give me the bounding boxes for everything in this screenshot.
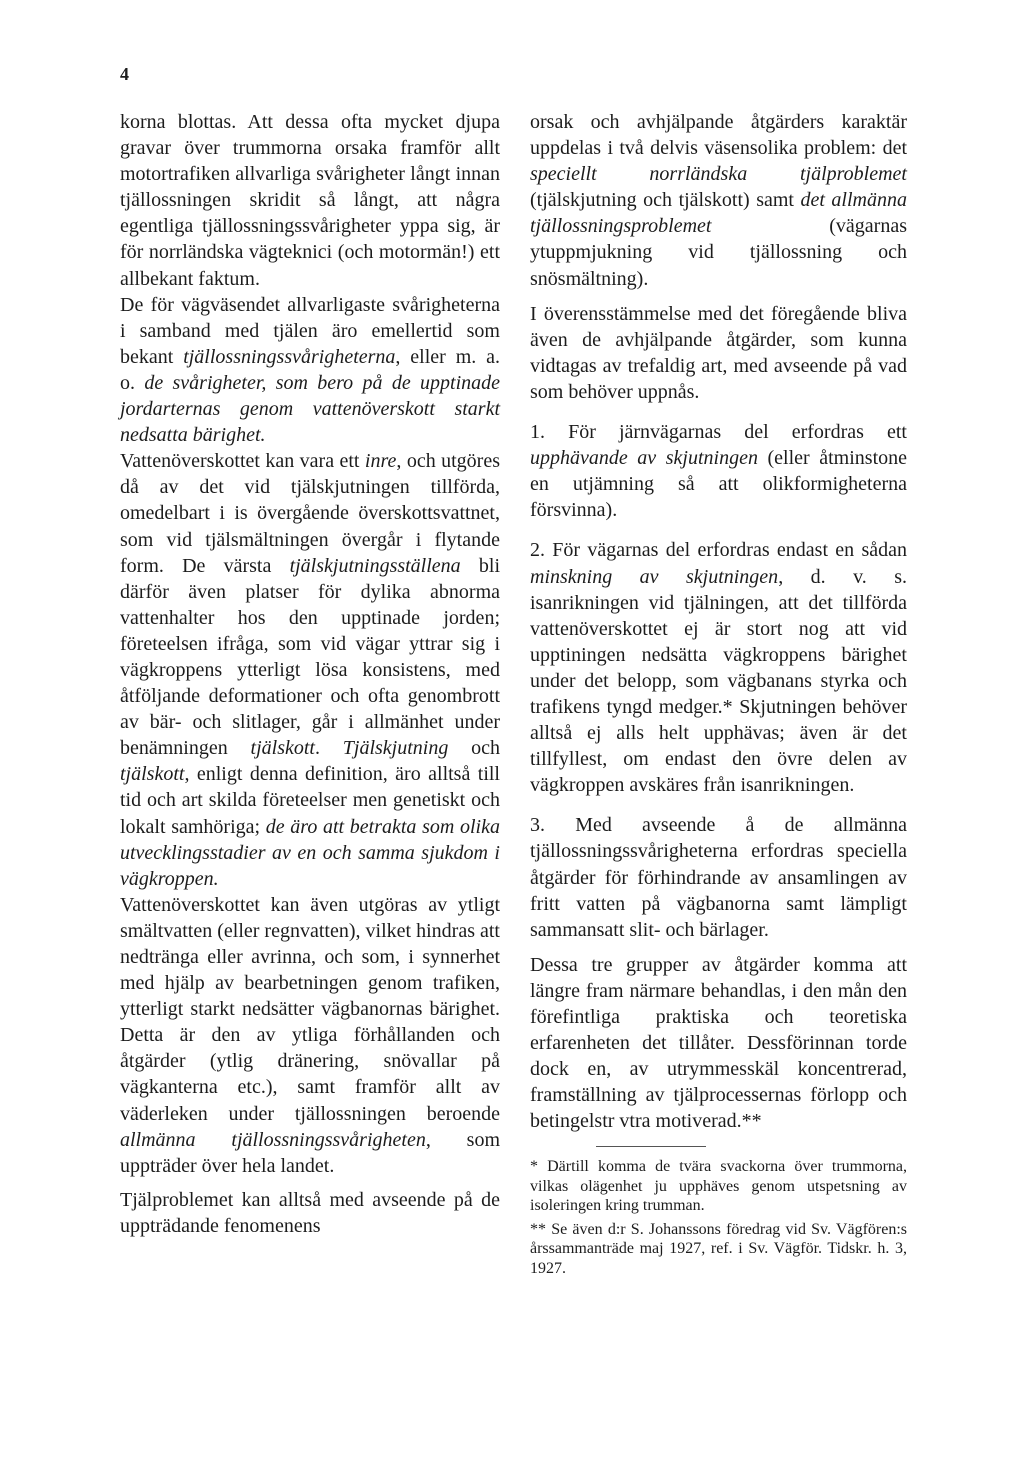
paragraph	[530, 952, 907, 1135]
italic-term: minskning av skjutningen	[530, 565, 779, 588]
paragraph	[530, 109, 907, 292]
italic-term: Tjälskjutning	[342, 737, 449, 760]
italic-term: tjälskott	[120, 763, 185, 786]
numbered-paragraph	[530, 537, 907, 798]
paragraph	[120, 109, 500, 292]
paragraph-text: bli därför även platser för dylika abnorma vattenhalter hos den upptinade jorden; företeelsen ifråga, som vid vägar yttrar sig i vägkroppens ytterligt lösa konsistens, med åtföljande deformationer och ofta genombrott av bär- och slitlager, går i allmänhet under benämningen	[120, 554, 500, 760]
footnote: * Därtill komma de tvära svackorna över trummorna, vilkas olägenhet ju upphäves genom utspetsning av isoleringen kring trumman.	[530, 1158, 907, 1215]
paragraph-text: 3. Med avseende å de allmänna tjällossningssvårigheterna erfordras speciella åtgärder för förhindrande av ansamlingen av fritt vatten på vägbanorna samt lämpligt sammansatt slit- och bärlager.	[530, 814, 907, 941]
paragraph-text: , eller m. a. o.	[120, 345, 500, 394]
paragraph	[530, 301, 907, 405]
paragraph-text: Vattenöverskottet kan vara ett	[120, 450, 365, 473]
italic-term: de svårigheter, som bero på de upptinade jordarternas genom vattenöverskott starkt nedsatta bärighet.	[120, 371, 501, 447]
italic-term: det allmänna tjällossningsproblemet	[530, 189, 907, 238]
paragraph-text: (eller åtminstone en utjämning så att olikformigheterna försvinna).	[530, 447, 908, 522]
paragraph-text: Vattenöverskottet kan även utgöras av ytligt smältvatten (eller regnvatten), vilket hindras att nedtränga eller avrinna, och som, i synnerhet med hjälp av bearbetningen genom trafiken, ytterligt starkt nedsätter vägbanornas bärighet. Detta är den av ytliga förhållanden och åtgärder (ytlig dränering, snövallar på vägkanterna etc.), samt framför allt av väderleken under tjällossningen beroende	[120, 893, 500, 1125]
paragraph-text: Dessa tre grupper av åtgärder komma att längre fram närmare behandlas, i den mån den förefintliga praktiska och teoretiska erfarenheten det tillåter. Dessförinnan torde dock en, av utrymmesskäl koncentrerad, framställning av tjälprocessernas förlopp och betingelstr vtra motiverad.**	[530, 953, 907, 1133]
paragraph	[120, 1187, 500, 1239]
italic-term: tjällossningssvårigheterna	[183, 345, 396, 368]
paragraph-text: orsak och avhjälpande åtgärders karaktär uppdelas i två delvis väsensolika problem: det	[530, 111, 907, 160]
numbered-paragraph	[530, 812, 907, 942]
paragraph-text: (vägarnas ytuppmjukning vid tjällossning och snösmältning).	[530, 215, 907, 290]
numbered-paragraph	[530, 419, 907, 523]
left-column	[120, 109, 500, 1239]
paragraph-text: I överensstämmelse med det föregående bliva även de avhjälpande åtgärder, som kunna vidtagas av trefaldig art, med avseende på vad som behöver uppnås.	[530, 302, 907, 403]
paragraph-text: 2. För vägarnas del erfordras endast en sådan	[530, 539, 907, 562]
paragraph-text: , d. v. s. isanrikningen vid tjälningen, att det tillförda vattenöverskottet ej är stort nog att vid upptiningen nedsätta vägkroppens bärighet under det belopp, som vägbanans styrka och trafikens tyngd medger.* Skjutningen behöver alltså ej alls helt upphävas; även är det tillfyllest, om endast den övre delen av vägkroppen avskäres från isanrikningen.	[530, 565, 907, 797]
paragraph-text: .	[314, 737, 343, 760]
paragraph	[120, 292, 500, 449]
paragraph-text: Tjälproblemet kan alltså med avseende på de uppträdande fenomenens	[120, 1188, 500, 1237]
paragraph-text: , och utgöres då av det vid tjälskjutningen tillförda, omedelbart i is övergående överskottsvattnet, som vid tjälsmältningen övergår i flytande form. De värsta	[120, 450, 500, 577]
paragraph-text: De för vägväsendet allvarligaste svårigheterna i samband med tjälen äro emellertid som bekant	[120, 293, 500, 368]
paragraph-text: 1. För järnvägarnas del erfordras ett	[530, 421, 907, 444]
footnote-divider	[596, 1146, 706, 1147]
paragraph-text: , som uppträder över hela landet.	[120, 1128, 500, 1177]
paragraph-text: och	[448, 737, 500, 760]
italic-term: speciellt norrländska tjälproblemet	[530, 163, 907, 186]
paragraph-text: (tjälskjutning och tjälskott) samt	[530, 189, 801, 212]
italic-term: de äro att betrakta som olika utvecklingsstadier av en och samma sjukdom i vägkroppen.	[120, 815, 500, 890]
paragraph-text: , enligt denna definition, äro alltså till tid och art skilda företeelser men genetiskt och lokalt samhöriga;	[120, 763, 500, 838]
italic-term: inre	[364, 450, 397, 473]
italic-term: allmänna tjällossningssvårigheten	[120, 1128, 426, 1151]
italic-term: tjälskott	[250, 737, 315, 760]
paragraph	[120, 448, 500, 892]
italic-term: tjälskjutningsställena	[289, 554, 461, 577]
page-number: 4	[120, 64, 129, 84]
footnote: ** Se även d:r S. Johanssons föredrag vid Sv. Vägfören:s årssammanträde maj 1927, ref. i Sv. Vägför. Tidskr. h. 3, 1927.	[530, 1220, 907, 1277]
right-column	[530, 109, 907, 1278]
paragraph-text: korna blottas. Att dessa ofta mycket djupa gravar över trummorna orsaka framför allt motortrafiken allvarliga svårigheter långt innan tjällossningen skridit så långt, att några egentliga tjällossningssvårigheter yppa sig, är för norrländska vägteknici (och motormän!) ett allbekant faktum.	[120, 111, 500, 290]
italic-term: upphävande av skjutningen	[530, 447, 758, 470]
paragraph	[120, 892, 500, 1179]
